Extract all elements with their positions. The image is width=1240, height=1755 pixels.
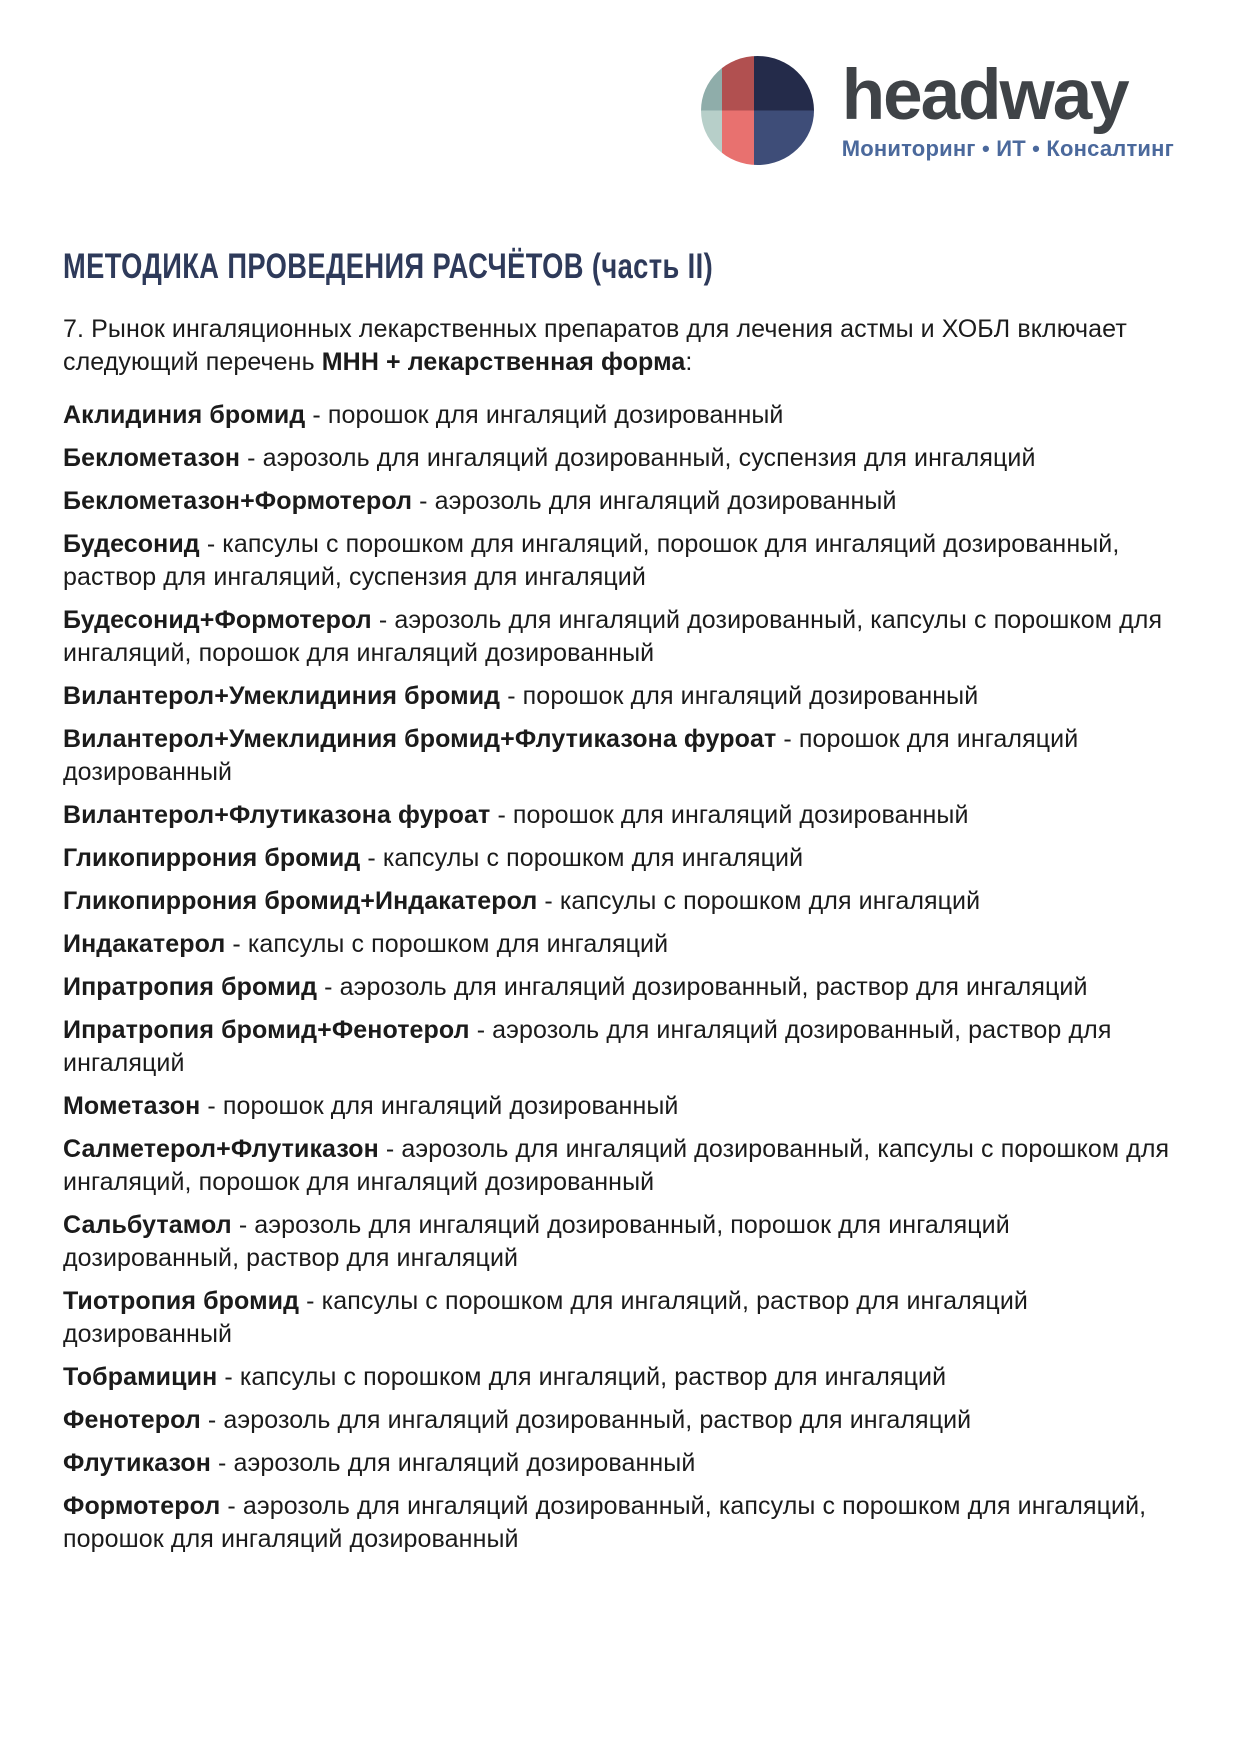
drug-forms: - капсулы с порошком для ингаляций, раствор для ингаляций: [217, 1363, 947, 1391]
drug-name: Формотерол: [63, 1492, 221, 1520]
drug-forms: - аэрозоль для ингаляций дозированный, суспензия для ингаляций: [240, 444, 1036, 472]
drug-list-item: [63, 1361, 1180, 1394]
drug-list-item: [63, 442, 1180, 475]
drug-list-item: [63, 680, 1180, 713]
header-logo-block: [0, 0, 1240, 165]
drug-forms: - порошок для ингаляций дозированный: [305, 401, 784, 429]
drug-forms: - аэрозоль для ингаляций дозированный, раствор для ингаляций: [200, 1406, 972, 1434]
drug-list-item: [63, 723, 1180, 789]
drug-forms: - капсулы с порошком для ингаляций: [537, 887, 981, 915]
drug-name: Будесонид: [63, 530, 200, 558]
drug-list-item: [63, 528, 1180, 594]
logo-segment-red-top: [722, 56, 754, 111]
drug-forms: - капсулы с порошком для ингаляций, раствор для ингаляций дозированный: [63, 1287, 1028, 1348]
drug-list-item: [63, 485, 1180, 518]
drug-name: Вилантерол+Флутиказона фуроат: [63, 801, 491, 829]
logo-segment-red-bottom: [722, 111, 754, 166]
drug-list-item: [63, 1285, 1180, 1351]
drug-name: Будесонид+Формотерол: [63, 606, 372, 634]
logo-segment-navy-bottom: [754, 111, 814, 166]
drug-name: Сальбутамол: [63, 1211, 232, 1239]
drug-name: Ипратропия бромид: [63, 973, 318, 1001]
drug-name: Индакатерол: [63, 930, 226, 958]
drug-forms: - порошок для ингаляций дозированный: [200, 1092, 679, 1120]
drug-list-item: [63, 1133, 1180, 1199]
intro-colon: :: [685, 348, 693, 376]
logo-segment-teal-top: [701, 56, 722, 111]
drug-name: Флутиказон: [63, 1449, 211, 1477]
drug-name: Вилантерол+Умеклидиния бромид: [63, 682, 501, 710]
drug-forms: - аэрозоль для ингаляций дозированный: [412, 487, 897, 515]
drug-forms: - порошок для ингаляций дозированный: [500, 682, 979, 710]
drug-forms: - аэрозоль для ингаляций дозированный, раствор для ингаляций: [63, 1016, 1112, 1077]
drug-name: Вилантерол+Умеклидиния бромид+Флутиказона фуроат: [63, 725, 777, 753]
drug-forms: - капсулы с порошком для ингаляций, порошок для ингаляций дозированный, раствор для ингаляций, суспензия для ингаляций: [63, 530, 1120, 591]
drug-name: Беклометазон+Формотерол: [63, 487, 413, 515]
drug-forms: - аэрозоль для ингаляций дозированный, капсулы с порошком для ингаляций, порошок для ингаляций дозированный: [63, 606, 1163, 667]
drug-list-item: [63, 1209, 1180, 1275]
drug-list-item: [63, 885, 1180, 918]
drug-list-item: [63, 1404, 1180, 1437]
logo-segment-navy-top: [754, 56, 814, 111]
document-content: [0, 247, 1240, 1556]
drug-list-item: [63, 1014, 1180, 1080]
drug-name: Мометазон: [63, 1092, 201, 1120]
drug-forms: - аэрозоль для ингаляций дозированный, капсулы с порошком для ингаляций, порошок для ингаляций дозированный: [63, 1492, 1147, 1553]
drug-forms: - капсулы с порошком для ингаляций: [360, 844, 804, 872]
logo-segment-teal-bottom: [701, 111, 722, 166]
drug-name: Гликопиррония бромид: [63, 844, 361, 872]
intro-paragraph: [63, 313, 1180, 379]
drug-name: Беклометазон: [63, 444, 241, 472]
drug-list-item: [63, 399, 1180, 432]
drug-name: Аклидиния бромид: [63, 401, 306, 429]
headway-logo-icon: [701, 56, 814, 165]
intro-text: 7. Рынок ингаляционных лекарственных препаратов для лечения астмы и ХОБЛ включает следующий перечень: [63, 315, 1127, 376]
drug-list-item: [63, 1447, 1180, 1480]
brand-tagline: Мониторинг • ИТ • Консалтинг: [841, 135, 1174, 161]
drug-list-item: [63, 604, 1180, 670]
drug-forms: - капсулы с порошком для ингаляций: [225, 930, 669, 958]
drug-forms: - аэрозоль для ингаляций дозированный, порошок для ингаляций дозированный, раствор для ингаляций: [63, 1211, 1010, 1272]
drug-forms: - аэрозоль для ингаляций дозированный, капсулы с порошком для ингаляций, порошок для ингаляций дозированный: [63, 1135, 1170, 1196]
drug-forms: - порошок для ингаляций дозированный: [490, 801, 969, 829]
drug-name: Салметерол+Флутиказон: [63, 1135, 379, 1163]
drug-name: Ипратропия бромид+Фенотерол: [63, 1016, 470, 1044]
drug-forms: - аэрозоль для ингаляций дозированный: [211, 1449, 696, 1477]
drug-name: Тобрамицин: [63, 1363, 218, 1391]
intro-bold-text: МНН + лекарственная форма: [321, 348, 686, 376]
drug-forms: - аэрозоль для ингаляций дозированный, раствор для ингаляций: [317, 973, 1088, 1001]
logo-text-block: [841, 55, 1174, 162]
drug-list-item: [63, 928, 1180, 961]
drug-list: [63, 399, 1180, 1556]
brand-wordmark: headway: [841, 55, 1128, 135]
drug-name: Тиотропия бромид: [63, 1287, 300, 1315]
drug-list-item: [63, 799, 1180, 832]
drug-name: Фенотерол: [63, 1406, 201, 1434]
drug-list-item: [63, 1490, 1180, 1556]
drug-forms: - порошок для ингаляций дозированный: [63, 725, 1079, 786]
page-title: МЕТОДИКА ПРОВЕДЕНИЯ РАСЧЁТОВ (часть II): [63, 247, 714, 286]
drug-list-item: [63, 971, 1180, 1004]
drug-list-item: [63, 842, 1180, 875]
drug-name: Гликопиррония бромид+Индакатерол: [63, 887, 538, 915]
drug-list-item: [63, 1090, 1180, 1123]
